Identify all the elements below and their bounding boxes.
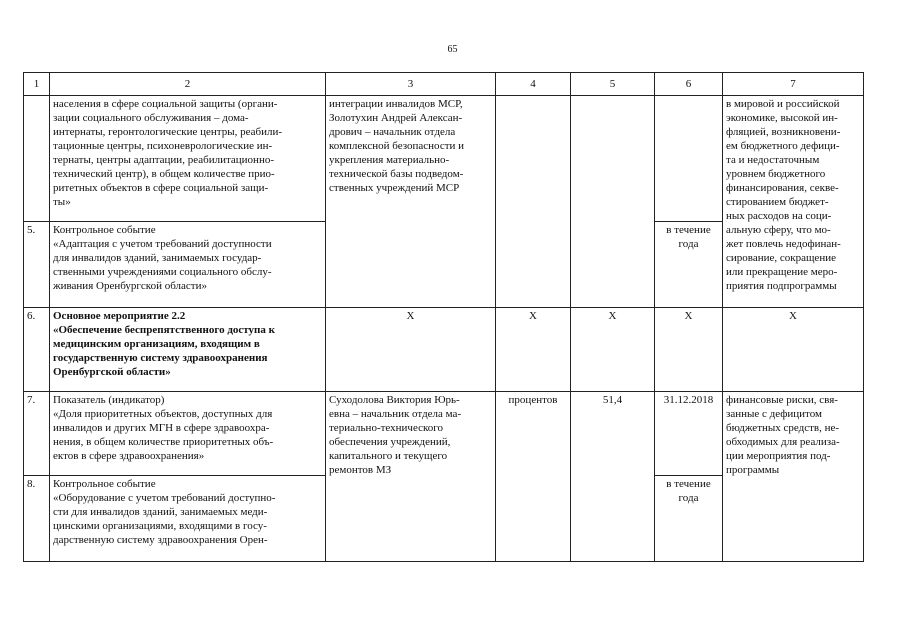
header-col-6: 6 — [655, 73, 723, 96]
row-x-mark: Х — [326, 308, 496, 392]
row-number: 6. — [24, 308, 50, 392]
table-row — [24, 392, 864, 476]
row-description: Контрольное событие «Оборудование с учетом требований доступно- сти для инвалидов зданий, занимаемых меди- цинскими организациями, входящими в госу- дарственную систему здравоохранения Орен- — [50, 476, 326, 562]
header-col-5: 5 — [571, 73, 655, 96]
row-number — [24, 96, 50, 222]
header-col-3: 3 — [326, 73, 496, 96]
header-row — [24, 73, 864, 96]
header-col-1: 1 — [24, 73, 50, 96]
row-x-mark: Х — [571, 308, 655, 392]
row-risks: в мировой и российской экономике, высокой ин- фляцией, возникновени- ем бюджетного дефици- та и недостаточным уровнем бюджетного финансирования, секве- стированием бюджет- ных расходов на соци- альную сферу, что мо- жет повлечь недофинан- сирование, сокращение или прекращение меро- приятия подпрограммы — [723, 96, 864, 308]
row-value: 51,4 — [571, 392, 655, 562]
row-number: 8. — [24, 476, 50, 562]
row-value — [571, 96, 655, 308]
header-col-2: 2 — [50, 73, 326, 96]
row-deadline — [655, 96, 723, 222]
row-description: Показатель (индикатор) «Доля приоритетных объектов, доступных для инвалидов и других МГН в сфере здравоохра- нения, в общем количестве приоритетных объ- ектов в сфере здравоохранения» — [50, 392, 326, 476]
row-unit — [496, 96, 571, 308]
row-description: Контрольное событие «Адаптация с учетом требований доступности для инвалидов зданий, занимаемых государ- ственными учреждениями социального обслу- живания Оренбургской области» — [50, 222, 326, 308]
row-deadline: в течение года — [655, 222, 723, 308]
row-description: Основное мероприятие 2.2 «Обеспечение беспрепятственного доступа к медицинским организациям, входящим в государственную систему здравоохранения Оренбургской области» — [50, 308, 326, 392]
header-col-7: 7 — [723, 73, 864, 96]
row-deadline: в течение года — [655, 476, 723, 562]
row-unit: процентов — [496, 392, 571, 562]
page-number: 65 — [447, 44, 458, 55]
row-description: населения в сфере социальной защиты (органи- зации социального обслуживания – дома- интернаты, геронтологические центры, реабили- тационные центры, психоневрологические ин- тернаты, центры адаптации, реабилитационно- технический центр), в общем количестве прио- ритетных объектов в сфере социальной защи- ты» — [50, 96, 326, 222]
row-number: 7. — [24, 392, 50, 476]
row-x-mark: Х — [655, 308, 723, 392]
row-deadline: 31.12.2018 — [655, 392, 723, 476]
table-row — [24, 308, 864, 392]
activities-table — [23, 72, 864, 562]
row-responsible: Суходолова Виктория Юрь- евна – начальник отдела ма- териально-технического обеспечения учреждений, капитального и текущего ремонтов МЗ — [326, 392, 496, 562]
row-x-mark: Х — [723, 308, 864, 392]
row-responsible: интеграции инвалидов МСР, Золотухин Андрей Алексан- дрович – начальник отдела комплексной безопасности и укрепления материально- технической базы подведом- ственных учреждений МСР — [326, 96, 496, 308]
row-risks: финансовые риски, свя- занные с дефицитом бюджетных средств, не- обходимых для реализа- ции мероприятия под- программы — [723, 392, 864, 562]
header-col-4: 4 — [496, 73, 571, 96]
table-row — [24, 96, 864, 222]
row-number: 5. — [24, 222, 50, 308]
row-x-mark: Х — [496, 308, 571, 392]
